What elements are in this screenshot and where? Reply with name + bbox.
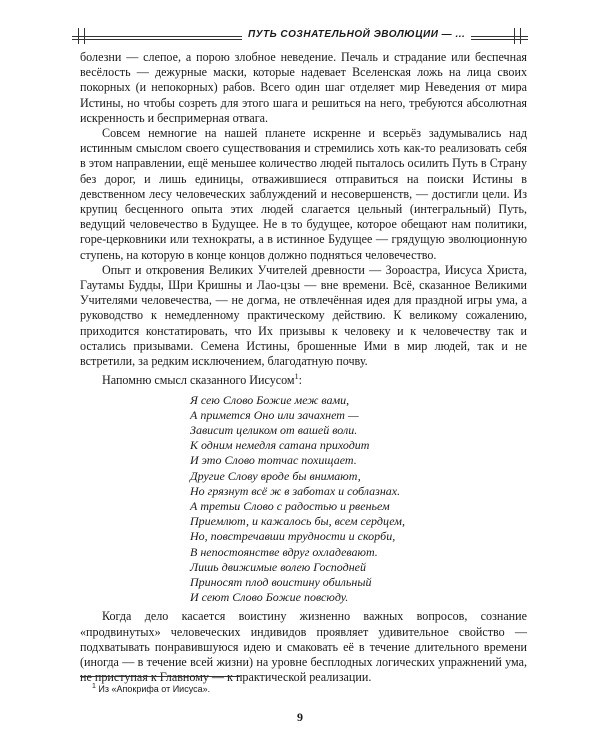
- page-body: [80, 50, 527, 685]
- header-tick-left-2: [84, 28, 85, 44]
- poem-line: И это Слово тотчас похищает.: [190, 453, 357, 468]
- poem-line: Но грязнут всё ж в заботах и соблазнах.: [190, 483, 401, 498]
- poem-line: Зависит целиком от вашей воли.: [190, 422, 358, 437]
- paragraph-4-text: Напомню смысл сказанного Иисусом: [102, 373, 295, 388]
- footnote-text: Из «Апокрифа от Иисуса».: [98, 684, 211, 694]
- poem-line: Я сею Слово Божие меж вами,: [190, 392, 350, 407]
- poem-line: К одним немедля сатана приходит: [190, 438, 370, 453]
- poem-line: А третьи Слово с радостью и рвеньем: [190, 498, 390, 513]
- poem-line: И сеют Слово Божие повсюду.: [190, 590, 349, 605]
- paragraph-5: Когда дело касается воистину жизненно важных вопросов, сознание «продвинутых» человеческих индивидов проявляет удивительное свойство — подхватывать понравившуюся идею и смаковать её в течение длительного времени (иногда — в течение всей жизни) на уровне бесплодных логических упражнений ума, не приступая к Главному — к практической реализации.: [80, 609, 527, 685]
- poem-line: Приемлют, и кажалось бы, всем сердцем,: [190, 514, 405, 529]
- paragraph-2: Совсем немногие на нашей планете искренне и всерьёз задумывались над истинным смыслом своего существования и стремились хоть как-то реализовать себя в этом направлении, ещё меньшее количество людей пыталось осилить Путь в Страну без дорог, и лишь единицы, отважившиеся отправиться на поиски Истины в девственном лесу человеческих заблуждений и несовершенств, — достигли цели. Из крупиц бесценного опыта этих людей слагается цельный (интегральный) Путь, ведущий человечество в Будущее. Не в то будущее, которое обещают нам политики, горе-церковники или технократы, а в истинное Будущее — грядущую эволюционную ступень, на которую в конце концов должно подняться человечество.: [80, 126, 527, 262]
- footnote: [92, 683, 210, 694]
- footnote-ref[interactable]: 1: [294, 372, 299, 382]
- poem-line: Лишь движимые волею Господней: [190, 559, 366, 574]
- poem-line: Другие Слову вроде бы внимают,: [190, 468, 361, 483]
- footnote-mark: 1: [92, 683, 96, 690]
- poem-line: Но, повстречавши трудности и скорби,: [190, 529, 396, 544]
- poem-line: А примется Оно или зачахнет —: [190, 407, 359, 422]
- paragraph-4: Напомню смысл сказанного Иисусом$^1$:: [102, 372, 302, 388]
- footnote-divider: [80, 676, 240, 677]
- header-tick-left-1: [78, 28, 79, 44]
- paragraph-3: Опыт и откровения Великих Учителей древности — Зороастра, Иисуса Христа, Гаутамы Будды, Шри Кришны и Лао-цзы — вне времени. Всё, сказанное Великими Учителями человечества, — не догма, не отвлечённая идея для праздной игры ума, а руководство к немедленному практическому действию. К великому сожалению, приходится констатировать, что Их призывы к человеку и к человечеству так и остались призывами. Семена Истины, брошенные Ими в мир людей, так и не встретили, за редким исключением, благодатную почву.: [80, 262, 527, 369]
- poem-line: В непостоянстве вдруг охладевают.: [190, 544, 378, 559]
- running-header: [72, 28, 528, 44]
- header-title: ПУТЬ СОЗНАТЕЛЬНОЙ ЭВОЛЮЦИИ — ...: [242, 29, 471, 40]
- poem-line: Приносят плод воистину обильный: [190, 574, 372, 589]
- header-tick-right-1: [514, 28, 515, 44]
- header-tick-right-2: [520, 28, 521, 44]
- page-number: 9: [297, 710, 303, 724]
- paragraph-1: болезни — слепое, а порою злобное неведение. Печаль и страдание или беспечная весёлость — дежурные маски, которые надевает Вселенская ложь на лица своих покорных (и непокорных) рабов. Всего один шаг отделяет мир Неведения от мира Истины, но чтобы созреть для этого шага и решиться на него, требуются абсолютная искренность и беспримерная отвага.: [80, 50, 527, 125]
- poem: [190, 393, 527, 606]
